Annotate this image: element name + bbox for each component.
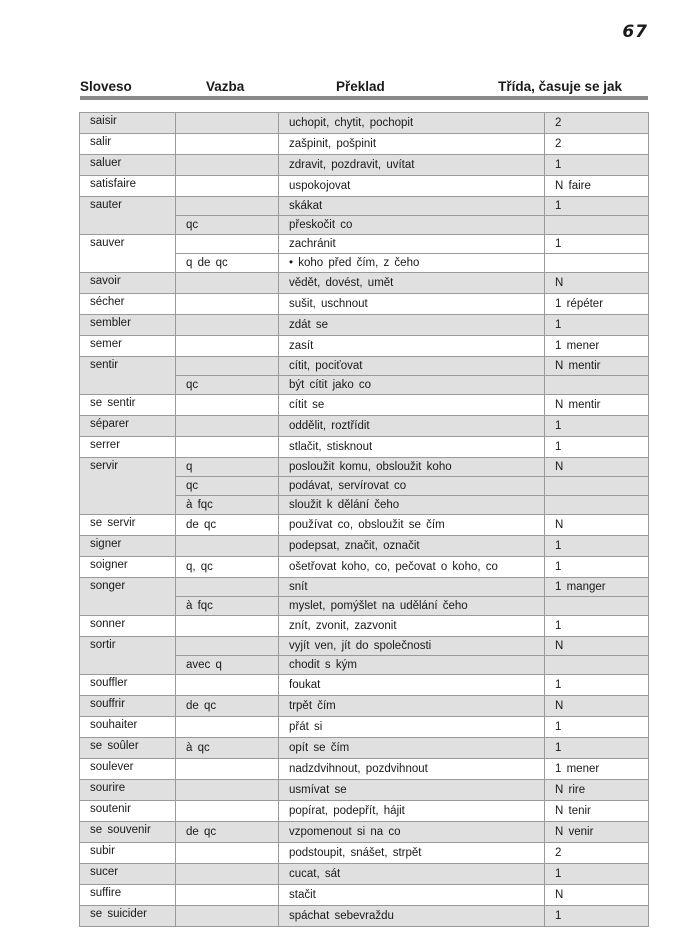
verb-cell: sembler xyxy=(80,315,176,336)
vazba-cell: de qc xyxy=(176,515,279,536)
table-row xyxy=(80,273,649,294)
trida-cell: N xyxy=(545,273,649,294)
vazba-cell: à fqc xyxy=(176,597,279,616)
preklad-cell: popírat, podepřít, hájit xyxy=(279,801,545,822)
preklad-cell: používat co, obsloužit se čím xyxy=(279,515,545,536)
verb-cell: sécher xyxy=(80,294,176,315)
preklad-cell: opít se čím xyxy=(279,738,545,759)
trida-cell xyxy=(545,597,649,616)
table-row xyxy=(80,515,649,536)
table-row xyxy=(80,738,649,759)
preklad-cell: vyjít ven, jít do společnosti xyxy=(279,637,545,656)
vazba-cell xyxy=(176,675,279,696)
preklad-cell: myslet, pomýšlet na udělání čeho xyxy=(279,597,545,616)
table-row xyxy=(80,885,649,906)
vazba-cell xyxy=(176,885,279,906)
verb-cell: souffler xyxy=(80,675,176,696)
verb-cell: soulever xyxy=(80,759,176,780)
trida-cell: 1 xyxy=(545,864,649,885)
preklad-cell: snít xyxy=(279,578,545,597)
vazba-cell xyxy=(176,357,279,376)
table-row xyxy=(80,235,649,254)
vazba-cell xyxy=(176,864,279,885)
vazba-cell: qc xyxy=(176,216,279,235)
vazba-cell xyxy=(176,336,279,357)
preklad-cell: oddělit, roztřídit xyxy=(279,416,545,437)
preklad-cell: zdát se xyxy=(279,315,545,336)
header-sloveso: Sloveso xyxy=(80,79,132,94)
trida-cell xyxy=(545,216,649,235)
table-row xyxy=(80,336,649,357)
table-row xyxy=(80,822,649,843)
trida-cell: N xyxy=(545,696,649,717)
preklad-cell: foukat xyxy=(279,675,545,696)
vazba-cell: q xyxy=(176,458,279,477)
preklad-cell: vědět, dovést, umět xyxy=(279,273,545,294)
preklad-cell: chodit s kým xyxy=(279,656,545,675)
vazba-cell xyxy=(176,637,279,656)
table-row xyxy=(80,864,649,885)
preklad-cell: • koho před čím, z čeho xyxy=(279,254,545,273)
preklad-cell: usmívat se xyxy=(279,780,545,801)
trida-cell: N mentir xyxy=(545,395,649,416)
preklad-cell: zasít xyxy=(279,336,545,357)
table-row xyxy=(80,113,649,134)
trida-cell: 1 mener xyxy=(545,759,649,780)
table-row xyxy=(80,437,649,458)
vazba-cell: avec q xyxy=(176,656,279,675)
trida-cell: 1 manger xyxy=(545,578,649,597)
verb-cell: sonner xyxy=(80,616,176,637)
preklad-cell: stlačit, stisknout xyxy=(279,437,545,458)
trida-cell xyxy=(545,477,649,496)
preklad-cell: trpět čím xyxy=(279,696,545,717)
trida-cell: 1 xyxy=(545,738,649,759)
verb-cell: salir xyxy=(80,134,176,155)
trida-cell: 1 xyxy=(545,155,649,176)
trida-cell xyxy=(545,376,649,395)
verb-cell: se sentir xyxy=(80,395,176,416)
trida-cell xyxy=(545,656,649,675)
preklad-cell: nadzdvihnout, pozdvihnout xyxy=(279,759,545,780)
vazba-cell: de qc xyxy=(176,696,279,717)
table-row xyxy=(80,557,649,578)
verb-cell: se souvenir xyxy=(80,822,176,843)
table-row xyxy=(80,801,649,822)
verb-cell: songer xyxy=(80,578,176,616)
preklad-cell: spáchat sebevraždu xyxy=(279,906,545,927)
trida-cell: 2 xyxy=(545,843,649,864)
verb-cell: se suicider xyxy=(80,906,176,927)
trida-cell: 2 xyxy=(545,113,649,134)
verb-cell: saluer xyxy=(80,155,176,176)
trida-cell: 1 xyxy=(545,906,649,927)
verb-table-body xyxy=(80,113,649,927)
verb-cell: sucer xyxy=(80,864,176,885)
verb-cell: sourire xyxy=(80,780,176,801)
verb-cell: souffrir xyxy=(80,696,176,717)
vazba-cell xyxy=(176,759,279,780)
preklad-cell: podávat, servírovat co xyxy=(279,477,545,496)
verb-cell: saisir xyxy=(80,113,176,134)
verb-cell: se servir xyxy=(80,515,176,536)
verb-cell: soutenir xyxy=(80,801,176,822)
trida-cell: N faire xyxy=(545,176,649,197)
preklad-cell: podstoupit, snášet, strpět xyxy=(279,843,545,864)
preklad-cell: posloužit komu, obsloužit koho xyxy=(279,458,545,477)
verb-table xyxy=(79,112,649,927)
trida-cell: 2 xyxy=(545,134,649,155)
vazba-cell xyxy=(176,235,279,254)
trida-cell: 1 xyxy=(545,416,649,437)
table-row xyxy=(80,637,649,656)
table-row xyxy=(80,315,649,336)
trida-cell: N mentir xyxy=(545,357,649,376)
preklad-cell: přát si xyxy=(279,717,545,738)
table-row xyxy=(80,416,649,437)
table-row xyxy=(80,294,649,315)
vazba-cell: à qc xyxy=(176,738,279,759)
trida-cell: N rire xyxy=(545,780,649,801)
verb-cell: semer xyxy=(80,336,176,357)
verb-cell: subir xyxy=(80,843,176,864)
trida-cell: 1 xyxy=(545,717,649,738)
preklad-cell: vzpomenout si na co xyxy=(279,822,545,843)
vazba-cell: de qc xyxy=(176,822,279,843)
header-preklad: Překlad xyxy=(336,79,385,94)
preklad-cell: sušit, uschnout xyxy=(279,294,545,315)
table-row xyxy=(80,155,649,176)
table-row xyxy=(80,759,649,780)
verb-cell: sauver xyxy=(80,235,176,273)
preklad-cell: přeskočit co xyxy=(279,216,545,235)
vazba-cell xyxy=(176,717,279,738)
vazba-cell: à fqc xyxy=(176,496,279,515)
vazba-cell xyxy=(176,780,279,801)
table-row xyxy=(80,134,649,155)
vazba-cell xyxy=(176,616,279,637)
table-row xyxy=(80,578,649,597)
vazba-cell xyxy=(176,906,279,927)
header-trida: Třída, časuje se jak xyxy=(498,79,622,94)
preklad-cell: být cítit jako co xyxy=(279,376,545,395)
preklad-cell: stačit xyxy=(279,885,545,906)
trida-cell: 1 xyxy=(545,235,649,254)
preklad-cell: zašpinit, pošpinit xyxy=(279,134,545,155)
preklad-cell: cítit, pociťovat xyxy=(279,357,545,376)
vazba-cell xyxy=(176,437,279,458)
table-row xyxy=(80,675,649,696)
page-number: 67 xyxy=(622,22,648,42)
preklad-cell: sloužit k dělání čeho xyxy=(279,496,545,515)
vazba-cell: q de qc xyxy=(176,254,279,273)
verb-cell: sentir xyxy=(80,357,176,395)
vazba-cell xyxy=(176,416,279,437)
table-row xyxy=(80,717,649,738)
preklad-cell: podepsat, značit, označit xyxy=(279,536,545,557)
verb-cell: sauter xyxy=(80,197,176,235)
header-rule xyxy=(80,96,648,100)
vazba-cell xyxy=(176,294,279,315)
vazba-cell: qc xyxy=(176,477,279,496)
verb-cell: suffire xyxy=(80,885,176,906)
trida-cell: 1 répéter xyxy=(545,294,649,315)
verb-cell: sortir xyxy=(80,637,176,675)
table-row xyxy=(80,176,649,197)
table-row xyxy=(80,843,649,864)
verb-cell: serrer xyxy=(80,437,176,458)
vazba-cell xyxy=(176,536,279,557)
preklad-cell: zdravit, pozdravit, uvítat xyxy=(279,155,545,176)
preklad-cell: cucat, sát xyxy=(279,864,545,885)
table-row xyxy=(80,536,649,557)
preklad-cell: zachránit xyxy=(279,235,545,254)
vazba-cell xyxy=(176,113,279,134)
vazba-cell xyxy=(176,395,279,416)
vazba-cell: q, qc xyxy=(176,557,279,578)
vazba-cell xyxy=(176,155,279,176)
trida-cell xyxy=(545,496,649,515)
verb-cell: souhaiter xyxy=(80,717,176,738)
preklad-cell: uchopit, chytit, pochopit xyxy=(279,113,545,134)
trida-cell: 1 xyxy=(545,536,649,557)
table-row xyxy=(80,780,649,801)
table-header xyxy=(80,79,648,97)
preklad-cell: skákat xyxy=(279,197,545,216)
trida-cell: 1 xyxy=(545,197,649,216)
vazba-cell xyxy=(176,315,279,336)
verb-cell: se soûler xyxy=(80,738,176,759)
trida-cell: N tenir xyxy=(545,801,649,822)
verb-cell: soigner xyxy=(80,557,176,578)
trida-cell: N xyxy=(545,515,649,536)
trida-cell: 1 xyxy=(545,315,649,336)
preklad-cell: uspokojovat xyxy=(279,176,545,197)
trida-cell: 1 xyxy=(545,675,649,696)
verb-cell: servir xyxy=(80,458,176,515)
vazba-cell xyxy=(176,273,279,294)
trida-cell: 1 xyxy=(545,557,649,578)
table-row xyxy=(80,395,649,416)
table-row xyxy=(80,458,649,477)
table-row xyxy=(80,197,649,216)
table-row xyxy=(80,616,649,637)
trida-cell: 1 xyxy=(545,616,649,637)
vazba-cell xyxy=(176,801,279,822)
header-vazba: Vazba xyxy=(206,79,245,94)
verb-cell: satisfaire xyxy=(80,176,176,197)
table-row xyxy=(80,696,649,717)
preklad-cell: ošetřovat koho, co, pečovat o koho, co xyxy=(279,557,545,578)
trida-cell: N xyxy=(545,885,649,906)
trida-cell: N venir xyxy=(545,822,649,843)
trida-cell xyxy=(545,254,649,273)
trida-cell: N xyxy=(545,637,649,656)
verb-cell: séparer xyxy=(80,416,176,437)
table-row xyxy=(80,906,649,927)
preklad-cell: cítit se xyxy=(279,395,545,416)
verb-cell: signer xyxy=(80,536,176,557)
vazba-cell: qc xyxy=(176,376,279,395)
vazba-cell xyxy=(176,578,279,597)
verb-cell: savoir xyxy=(80,273,176,294)
trida-cell: N xyxy=(545,458,649,477)
trida-cell: 1 mener xyxy=(545,336,649,357)
table-row xyxy=(80,357,649,376)
trida-cell: 1 xyxy=(545,437,649,458)
preklad-cell: znít, zvonit, zazvonit xyxy=(279,616,545,637)
vazba-cell xyxy=(176,843,279,864)
vazba-cell xyxy=(176,134,279,155)
vazba-cell xyxy=(176,176,279,197)
vazba-cell xyxy=(176,197,279,216)
